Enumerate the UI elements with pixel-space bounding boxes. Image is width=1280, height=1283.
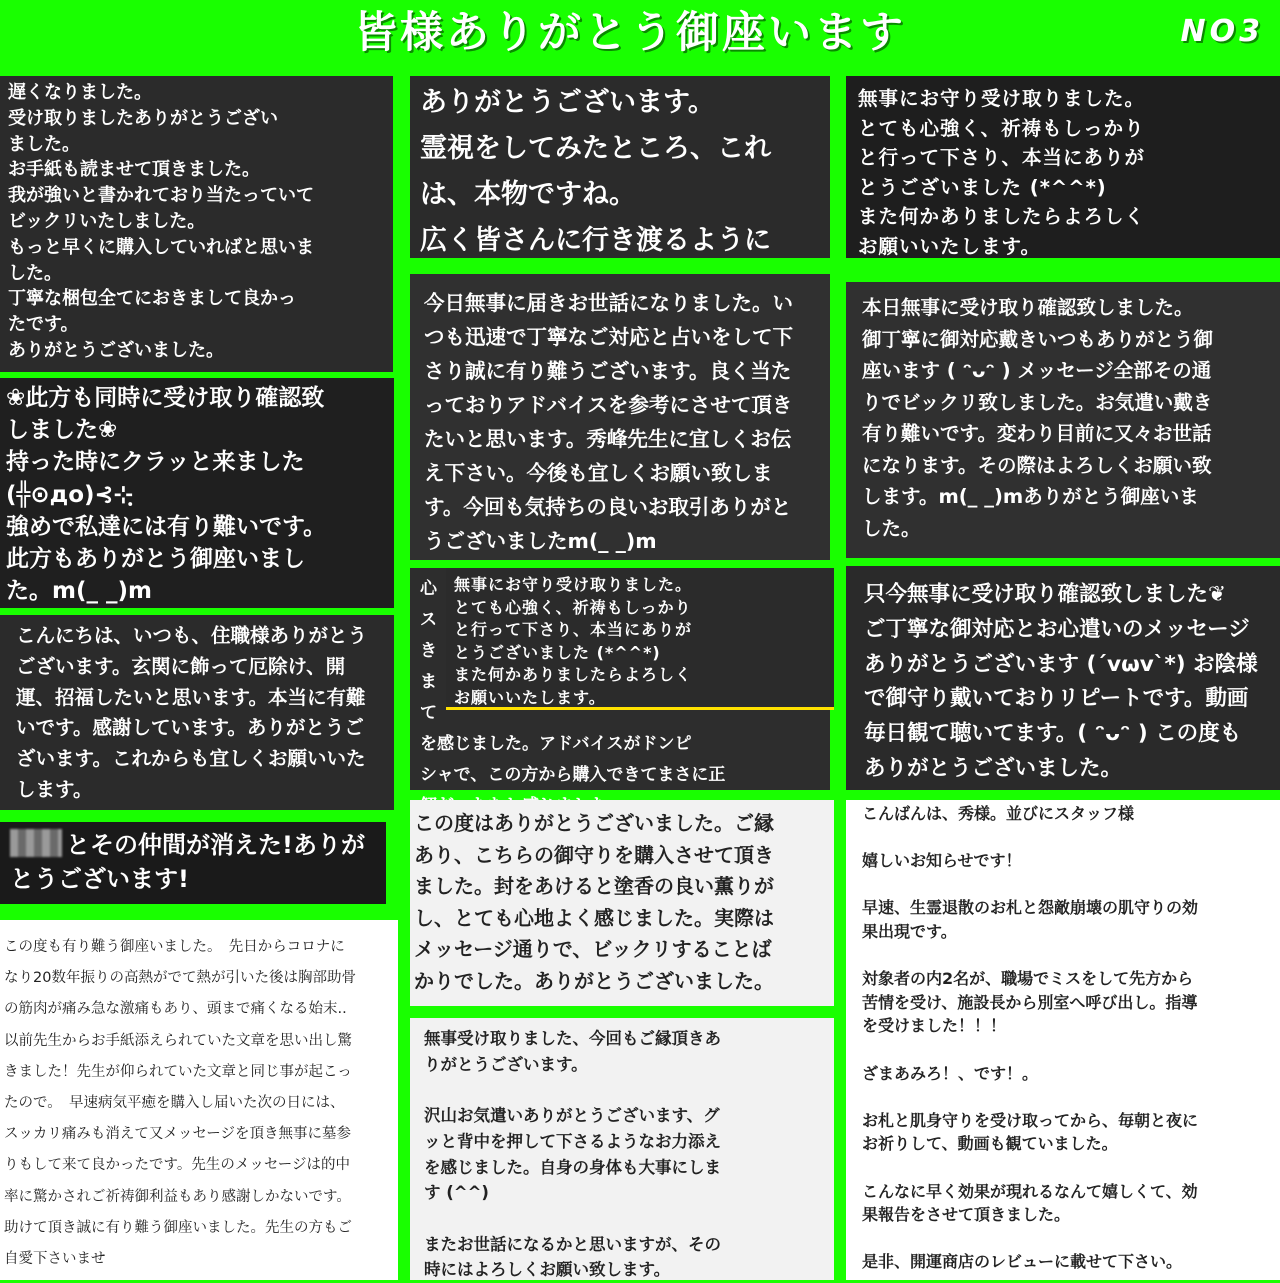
review-card-9: この度はありがとうございました。ご縁 あり、こちらの御守りを購入させて頂き ました。封をあけると塗香の良い薫りが し、とても心地よく感じました。実際は メッセージ通りで、ビックリすることば かりでした。ありがとうございました。 — [410, 800, 834, 1006]
review-card-7: 今日無事に届きお世話になりました。い つも迅速で丁寧なご対応と占いをして下 さり誠に有り難うございます。良く当た っておりアドバイスを参考にさせて頂き たいと思います。秀峰先生に宜しくお伝 え下さい。今後も宜しくお願い致しま す。今回も気持ちの良いお取引ありがと うございましたm(_ _)m — [410, 274, 830, 560]
page-number: NO3 — [1180, 14, 1264, 49]
review-card-10: 無事受け取りました、今回もご縁頂きあ りがとうございます。 沢山お気遣いありがとうございます、グ ッと背中を押して下さるようなお力添え を感じました。自身の身体も大事にしま す (^^) またお世話になるかと思いますが、その 時にはよろしくお願い致します。 — [410, 1018, 834, 1280]
review-card-5: この度も有り難う御座いました。 先日からコロナに なり20数年振りの高熱がでて熱が引いた後は胸部助骨 の筋肉が痛み急な激痛もあり、頭まで痛くなる始末.. 以前先生からお手紙添えられていた文章を思い出し驚 きました！先生が仰られていた文章と同じ事が起こっ たので。 早速病気平癒を購入し届いた次の日には、 スッカリ痛みも消えて又メッセージを頂き無事に墓参 りもして来て良かったです。先生のメッセージは的中 率に驚かされご祈祷御利益もあり感謝しかないです。 助けて頂き誠に有り難う御座いました。先生の方もご 自愛下さいませ — [0, 920, 398, 1280]
review-card-14: こんばんは、秀様。並びにスタッフ様 嬉しいお知らせです！ 早速、生霊退散のお札と怨敵崩壊の肌守りの効 果出現です。 対象者の内2名が、職場でミスをして先方から 苦情を受け、施設長から別室へ呼び出し。指導 を受けました！！！ ざまあみろ！、です！。 お札と肌身守りを受け取ってから、毎朝と夜に お祈りして、動画も観ていました。 こんなに早く効果が現れるなんて嬉しくて、効 果報告をさせて頂きました。 是非、開運商店のレビューに載せて下さい。 — [846, 800, 1280, 1280]
review-card-1: 遅くなりました。 受け取りましたありがとうござい ました。 お手紙も読ませて頂きました。 我が強いと書かれており当たっていて ビックリいたしました。 もっと早くに購入していればと思いま した。 丁寧な梱包全てにおきまして良かっ たです。 ありがとうございました。 — [0, 76, 393, 372]
page-header — [0, 0, 1280, 70]
review-card-4 — [0, 822, 386, 904]
page-title: 皆様ありがとう御座います — [354, 8, 906, 58]
review-card-4-text: とその仲間が消えた!ありが とうございます! — [10, 831, 365, 893]
review-card-6: ありがとうございます。 霊視をしてみたところ、これ は、本物ですね。 広く皆さんに行き渡るように — [410, 76, 830, 258]
review-card-2: ❀此方も同時に受け取り確認致 しました❀ 持った時にクラッと来ました (╬⊙дo)⊰⊹ฺ 強めで私達には有り難いです。 此方もありがとう御座いまし た。m(_ _)m — [0, 378, 394, 608]
review-card-8-underlay: 心 ス き ま て を感じました。アドバイスがドンピ シャで、この方から購入できてまさに正 — [410, 568, 830, 790]
review-card-3: こんにちは、いつも、住職様ありがとう ございます。玄関に飾って厄除け、開 運、招福したいと思います。本当に有難 いです。感謝しています。ありがとうご ざいます。これからも宜しくお願いいた します。 — [0, 615, 394, 810]
blurred-name — [10, 829, 62, 857]
review-card-11: 無事にお守り受け取りました。 とても心強く、祈祷もしっかり と行って下さり、本当にありが とうございました (*^^*) また何かありましたらよろしく お願いいたします。 — [846, 76, 1280, 258]
review-card-13: 只今無事に受け取り確認致しました❦ ご丁寧な御対応とお心遣いのメッセージ ありがとうございます (´vωv`*) お陰様 で御守り戴いておりリピートです。動画 毎日観て聴いてます。( ᵔᴗᵔ ) この度も ありがとうございました。 — [846, 566, 1280, 790]
review-card-12: 本日無事に受け取り確認致しました。 御丁寧に御対応戴きいつもありがとう御 座います ( ᵔᴗᵔ ) メッセージ全部その通 りでビックリ致しました。お気遣い戴き 有り難いです。変わり目前に又々お世話 になります。その際はよろしくお願い致 します。m(_ _)mありがとう御座いま した。 — [846, 282, 1280, 558]
review-card-8-overlay: 無事にお守り受け取りました。 とても心強く、祈祷もしっかり と行って下さり、本当にありが とうございました (*^^*) また何かありましたらよろしく お願いいたします。 — [446, 568, 834, 710]
